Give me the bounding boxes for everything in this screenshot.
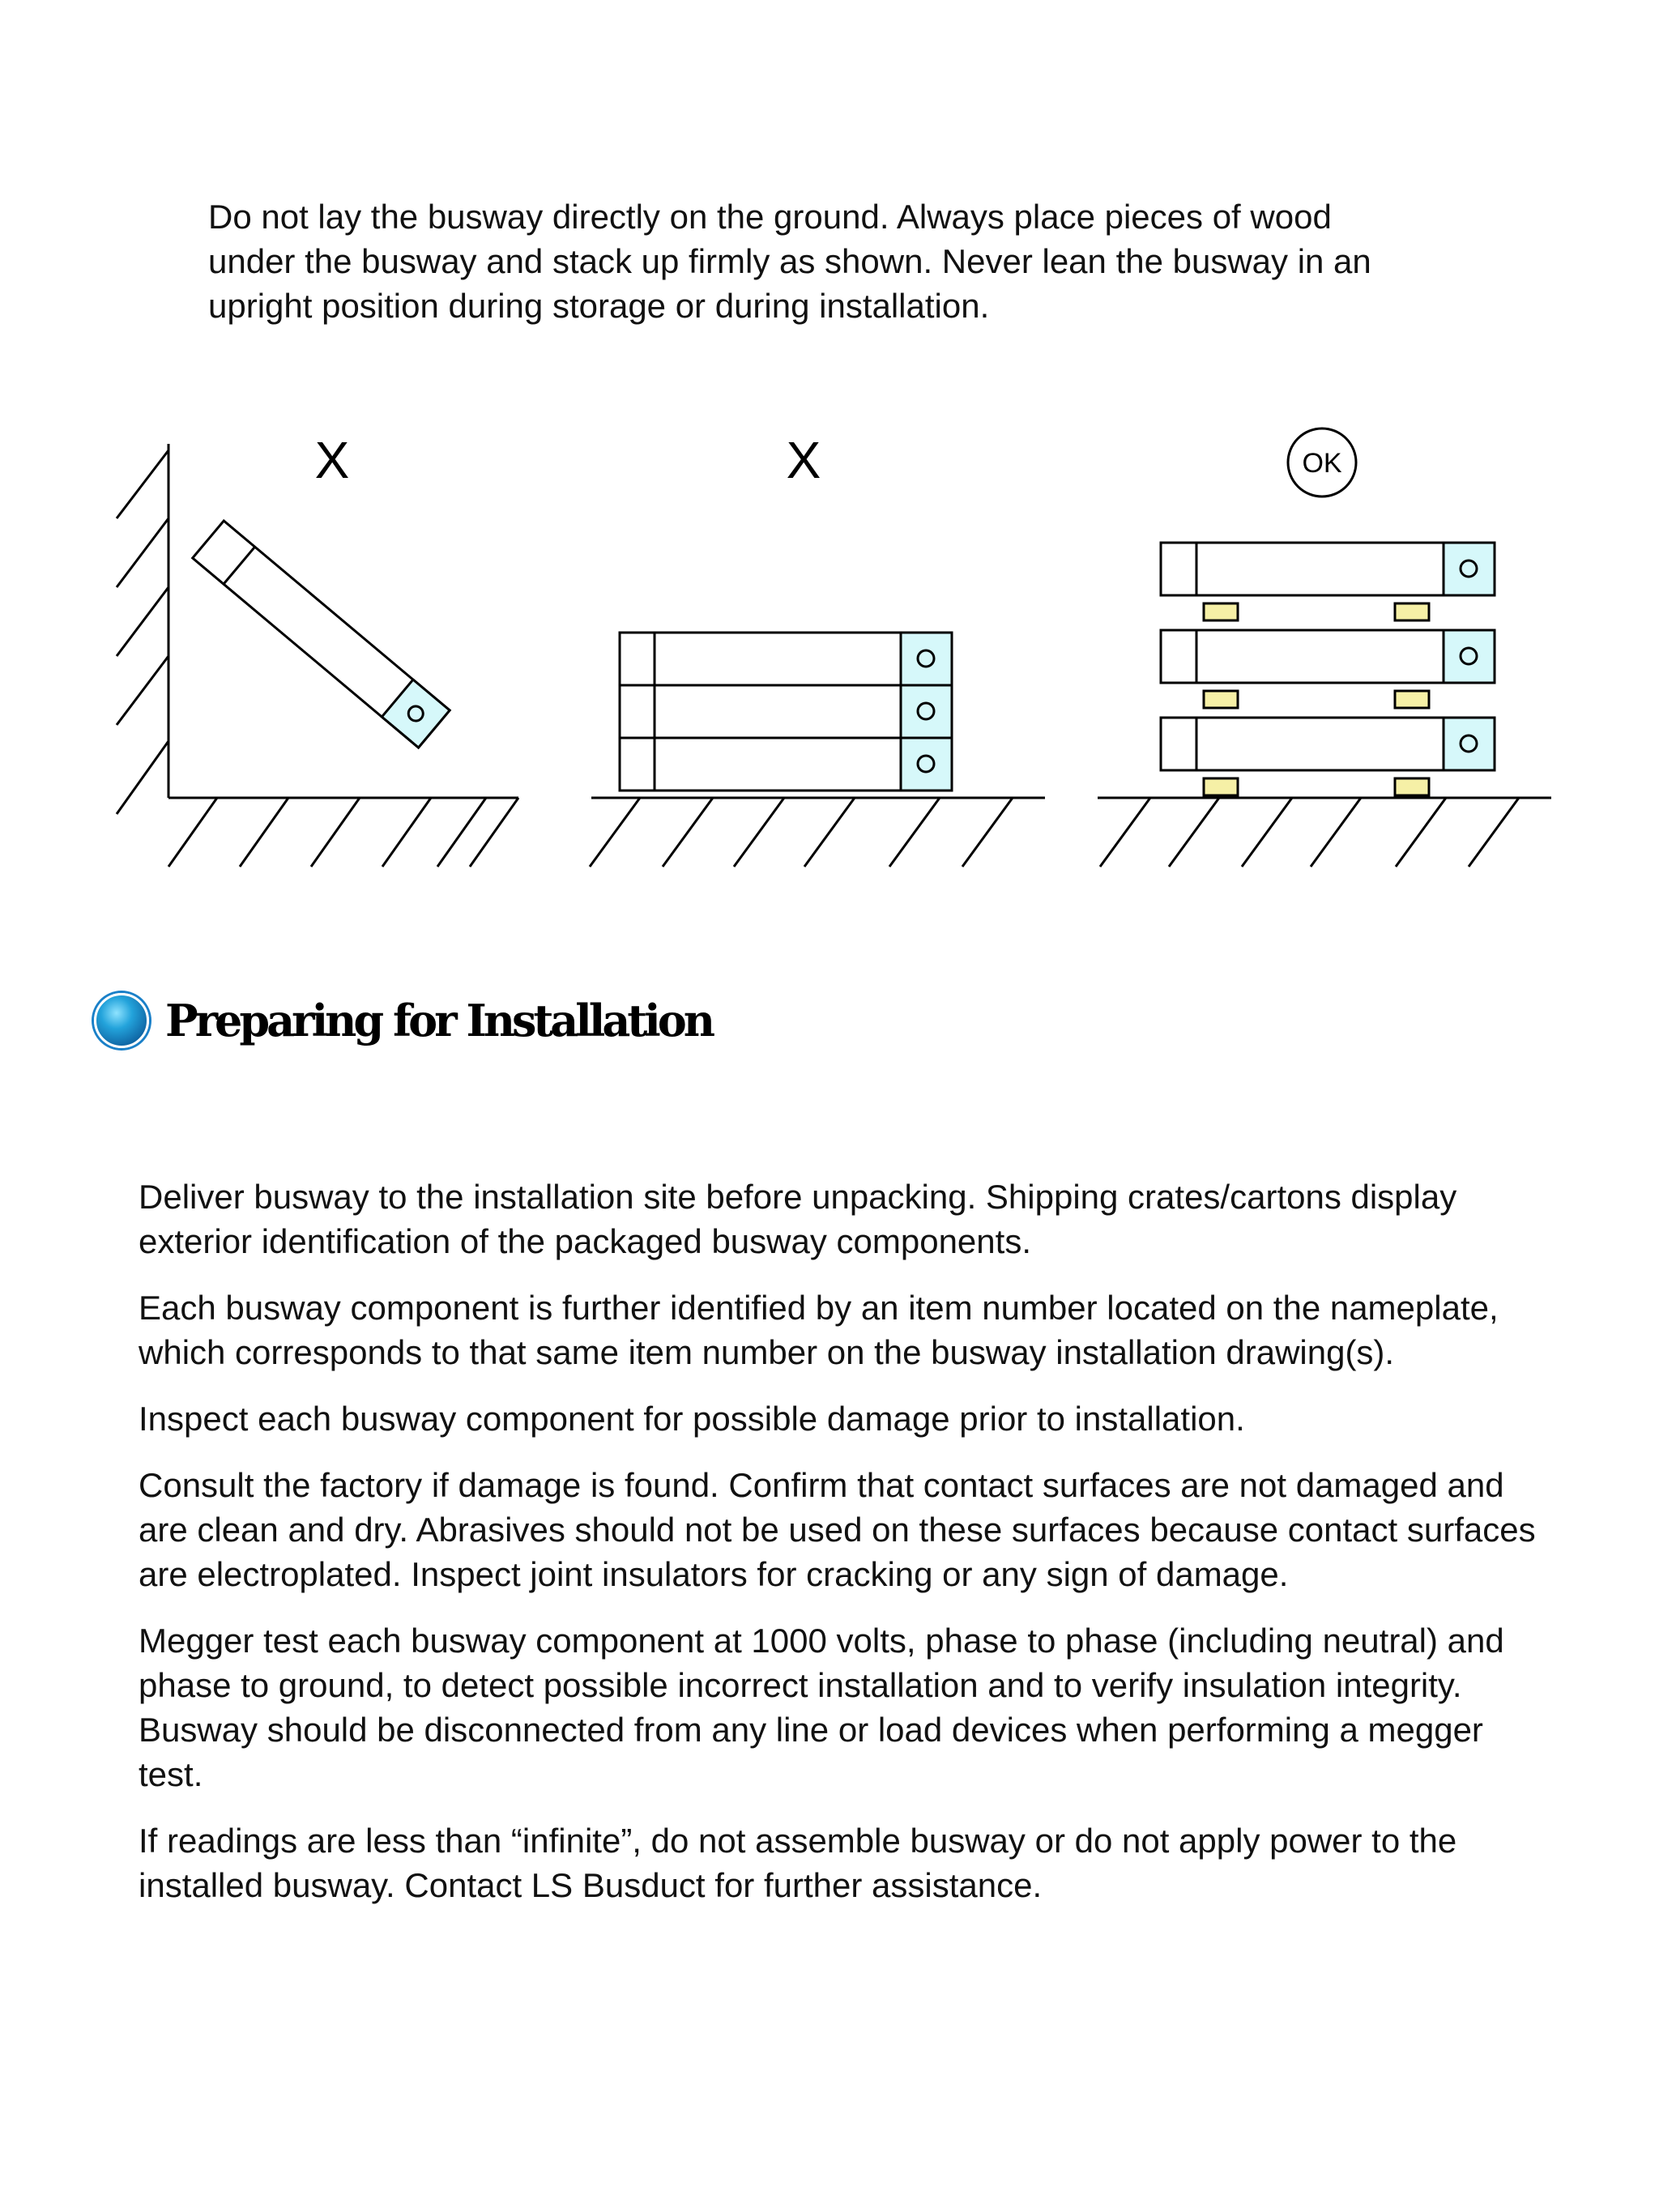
section-heading-row — [94, 988, 712, 1053]
stacked-with-spacer-panel — [1098, 428, 1551, 867]
paragraph: Inspect each busway component for possible damage prior to installation. — [139, 1400, 1245, 1438]
ground-hatch-middle — [590, 798, 1013, 867]
section-body — [139, 1174, 1540, 1929]
wrong-mark-middle: X — [786, 431, 821, 489]
ground-hatch-right — [1100, 798, 1519, 867]
paragraph: If readings are less than “infinite”, do not assemble busway or do not apply power to the installed busway. Contact LS Busduct for further assistance. — [139, 1822, 1457, 1904]
leaning-busway-panel — [117, 444, 518, 867]
busway-stack — [620, 633, 952, 791]
storage-instruction: Do not lay the busway directly on the ground. Always place pieces of wood under the busway and stack up firmly as shown. Never lean the busway in an upright position during storage or during installation. — [208, 198, 1371, 325]
wall-hatch — [117, 450, 168, 814]
busway-row-top — [1161, 543, 1495, 595]
paragraph: Consult the factory if damage is found. Confirm that contact surfaces are not damaged and are clean and dry. Abrasives should not be used on these surfaces because contact surfaces are electroplated. Inspect joint insulators for cracking or any sign of damage. — [139, 1466, 1536, 1593]
section-title: Preparing for Installation — [165, 995, 713, 1046]
ok-mark: OK — [1302, 448, 1342, 479]
busway-row-middle — [1161, 630, 1495, 683]
paragraph: Deliver busway to the installation site before unpacking. Shipping crates/cartons display exterior identification of the packaged busway components. — [139, 1178, 1457, 1260]
ground-hatch-left — [168, 798, 518, 867]
leaning-busway — [193, 521, 450, 748]
wrong-mark-left: X — [314, 431, 350, 489]
stacked-no-spacer-panel — [590, 633, 1045, 867]
bullet-icon — [94, 993, 149, 1048]
busway-row-bottom — [1161, 718, 1495, 770]
paragraph: Each busway component is further identified by an item number located on the nameplate, which corresponds to that same item number on the busway installation drawing(s). — [139, 1289, 1499, 1371]
paragraph: Megger test each busway component at 1000 volts, phase to phase (including neutral) and phase to ground, to detect possible incorrect installation and to verify insulation integrity. Busway should be disconnected from any line or load devices when performing a megger test. — [139, 1622, 1504, 1793]
storage-diagram — [0, 421, 1659, 891]
